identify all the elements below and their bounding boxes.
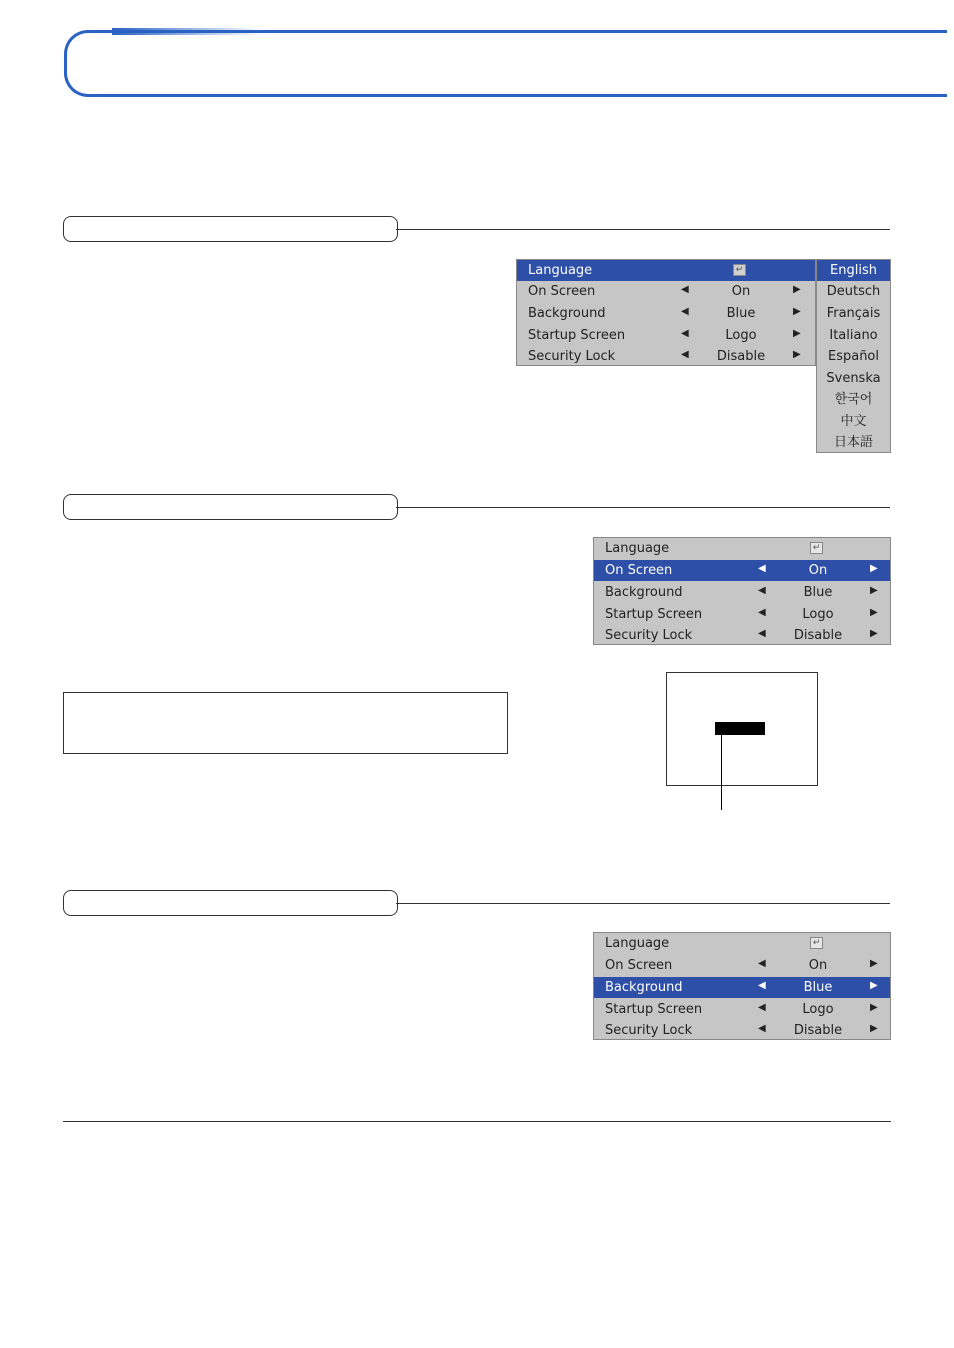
menu-row-label: Background — [605, 980, 683, 995]
triangle-right-icon[interactable]: ▶ — [793, 349, 801, 360]
menu-row-label: On Screen — [605, 958, 673, 973]
menu-row-value: Blue — [803, 980, 833, 995]
menu-row-label: On Screen — [528, 284, 596, 299]
section-header-on-screen — [63, 494, 398, 520]
menu-row-startup-screen[interactable] — [594, 999, 890, 1020]
menu-row-label: Security Lock — [605, 628, 693, 643]
menu-row-value: Logo — [802, 1002, 834, 1017]
language-option[interactable]: 中文 — [840, 414, 867, 429]
menu-row-label: Background — [528, 306, 606, 321]
menu-row-background[interactable] — [594, 977, 890, 998]
language-list — [816, 259, 891, 453]
language-option[interactable]: 日本語 — [833, 435, 873, 450]
menu-row-language[interactable] — [594, 538, 890, 559]
menu-row-value: On — [808, 958, 828, 973]
osd-menu-language — [516, 259, 816, 366]
menu-row-value: Disable — [716, 349, 766, 364]
menu-row-value: Disable — [793, 1023, 843, 1038]
triangle-left-icon[interactable]: ◀ — [758, 607, 766, 618]
triangle-left-icon[interactable]: ◀ — [758, 1002, 766, 1013]
menu-row-label: Background — [605, 585, 683, 600]
triangle-right-icon[interactable]: ▶ — [793, 328, 801, 339]
menu-row-value: Disable — [793, 628, 843, 643]
triangle-right-icon[interactable]: ▶ — [870, 563, 878, 574]
language-option[interactable]: Deutsch — [826, 284, 881, 299]
triangle-left-icon[interactable]: ◀ — [681, 349, 689, 360]
language-option[interactable]: Français — [826, 306, 881, 321]
triangle-right-icon[interactable]: ▶ — [793, 284, 801, 295]
menu-row-on-screen[interactable] — [594, 955, 890, 976]
enter-icon: ↵ — [810, 542, 823, 554]
triangle-right-icon[interactable]: ▶ — [793, 306, 801, 317]
section-rule — [396, 903, 890, 904]
language-option[interactable]: 한국어 — [834, 392, 873, 407]
triangle-right-icon[interactable]: ▶ — [870, 1002, 878, 1013]
menu-row-startup-screen[interactable] — [517, 325, 815, 346]
triangle-left-icon[interactable]: ◀ — [758, 1023, 766, 1034]
menu-row-label: On Screen — [605, 563, 673, 578]
triangle-left-icon[interactable]: ◀ — [681, 306, 689, 317]
triangle-right-icon[interactable]: ▶ — [870, 607, 878, 618]
osd-menu-on-screen — [593, 537, 891, 645]
menu-row-value: Logo — [802, 607, 834, 622]
menu-row-value: On — [808, 563, 828, 578]
title-accent-bar — [112, 28, 262, 35]
section-rule — [396, 229, 890, 230]
menu-row-language[interactable] — [517, 260, 815, 281]
menu-row-value: Logo — [725, 328, 757, 343]
triangle-left-icon[interactable]: ◀ — [758, 628, 766, 639]
menu-row-label: Security Lock — [528, 349, 616, 364]
note-box — [63, 692, 508, 754]
triangle-left-icon[interactable]: ◀ — [758, 585, 766, 596]
section-header-background — [63, 890, 398, 916]
triangle-right-icon[interactable]: ▶ — [870, 585, 878, 596]
triangle-left-icon[interactable]: ◀ — [758, 958, 766, 969]
triangle-left-icon[interactable]: ◀ — [758, 563, 766, 574]
triangle-right-icon[interactable]: ▶ — [870, 980, 878, 991]
page-title-frame — [64, 30, 947, 97]
menu-row-value: On — [731, 284, 751, 299]
menu-row-background[interactable] — [517, 303, 815, 324]
menu-row-label: Language — [528, 263, 593, 278]
section-header-language — [63, 216, 398, 242]
menu-row-label: Startup Screen — [605, 1002, 703, 1017]
osd-menu-background — [593, 932, 891, 1040]
on-screen-display-bar — [715, 722, 765, 735]
menu-row-background[interactable] — [594, 582, 890, 603]
menu-row-label: Language — [605, 541, 670, 556]
menu-row-label: Security Lock — [605, 1023, 693, 1038]
language-option[interactable]: Svenska — [826, 371, 881, 386]
triangle-left-icon[interactable]: ◀ — [681, 328, 689, 339]
menu-row-security-lock[interactable] — [594, 1020, 890, 1041]
menu-row-on-screen[interactable] — [517, 281, 815, 302]
menu-row-security-lock[interactable] — [517, 346, 815, 367]
triangle-right-icon[interactable]: ▶ — [870, 958, 878, 969]
section-rule — [396, 507, 890, 508]
menu-row-value: Blue — [726, 306, 756, 321]
language-option[interactable]: Italiano — [829, 328, 878, 343]
enter-icon: ↵ — [733, 264, 746, 276]
triangle-left-icon[interactable]: ◀ — [681, 284, 689, 295]
callout-leader-line — [721, 735, 722, 810]
menu-row-label: Startup Screen — [605, 607, 703, 622]
menu-row-security-lock[interactable] — [594, 625, 890, 646]
triangle-right-icon[interactable]: ▶ — [870, 1023, 878, 1034]
language-option[interactable]: English — [817, 260, 890, 281]
triangle-right-icon[interactable]: ▶ — [870, 628, 878, 639]
menu-row-label: Startup Screen — [528, 328, 626, 343]
footer-rule — [63, 1121, 891, 1122]
menu-row-label: Language — [605, 936, 670, 951]
menu-row-language[interactable] — [594, 933, 890, 954]
menu-row-on-screen[interactable] — [594, 560, 890, 581]
menu-row-startup-screen[interactable] — [594, 604, 890, 625]
language-option[interactable]: Español — [827, 349, 879, 364]
menu-row-value: Blue — [803, 585, 833, 600]
triangle-left-icon[interactable]: ◀ — [758, 980, 766, 991]
enter-icon: ↵ — [810, 937, 823, 949]
